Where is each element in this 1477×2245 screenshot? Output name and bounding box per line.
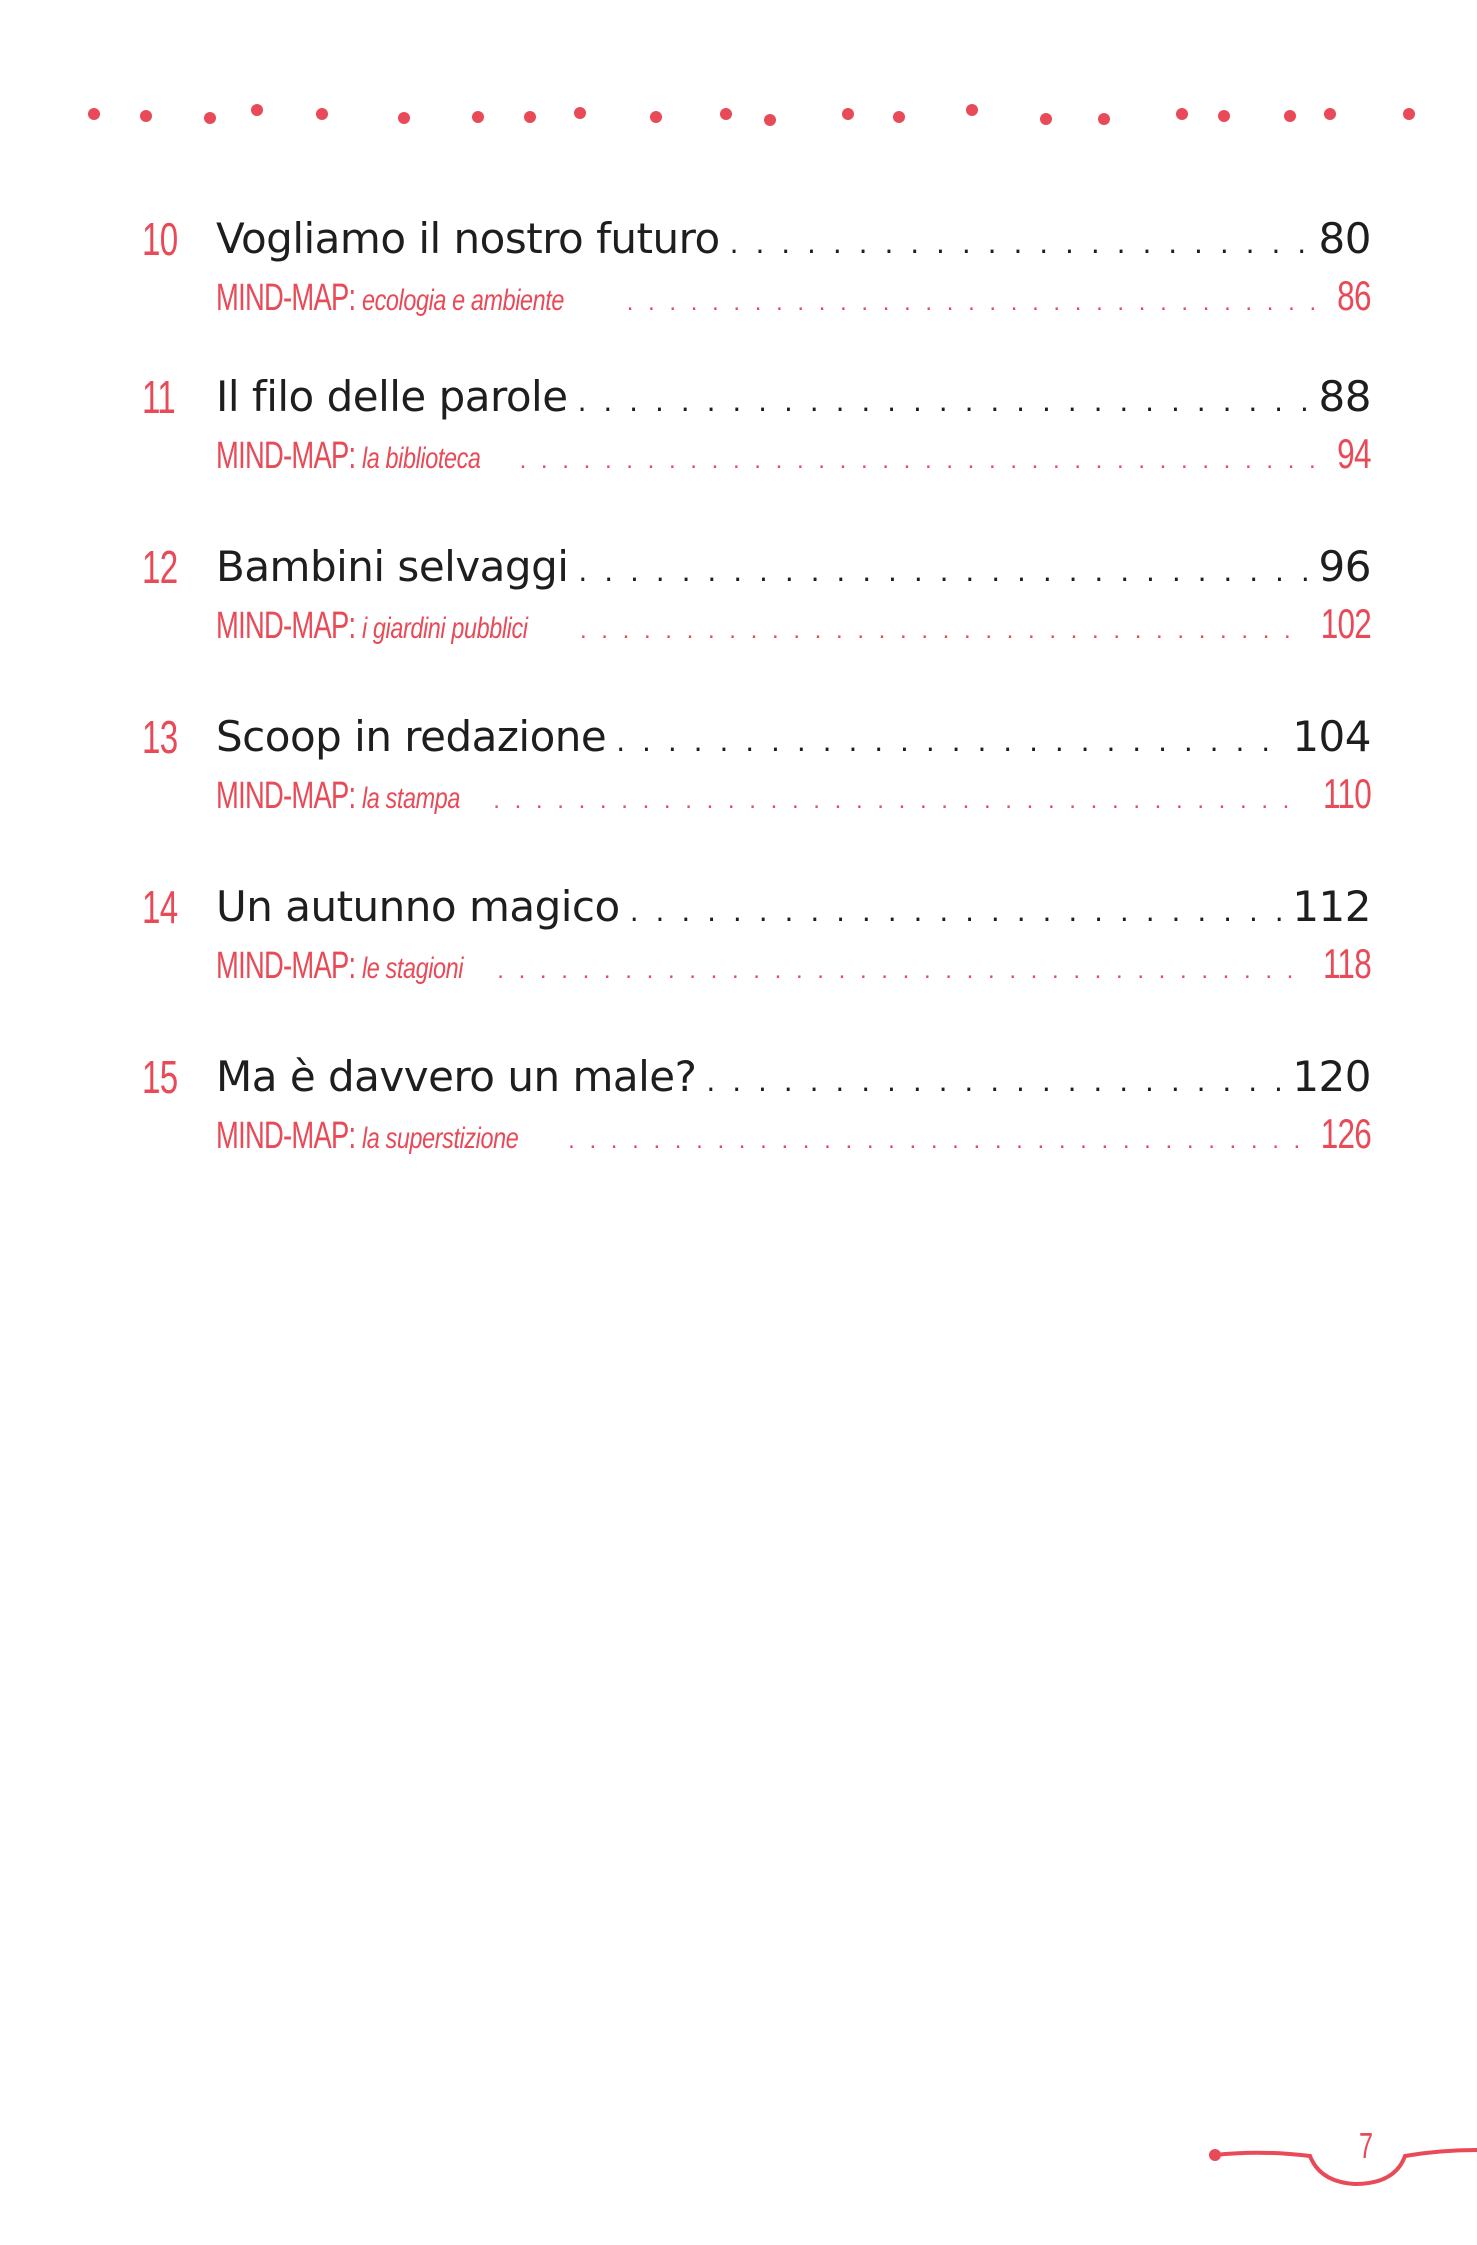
mindmap-page: 110 xyxy=(1323,770,1371,817)
decorative-dot xyxy=(524,111,536,123)
mindmap-topic: ecologia e ambiente xyxy=(361,284,564,317)
mindmap-line[interactable] xyxy=(216,1110,1371,1158)
mindmap-topic: i giardini pubblici xyxy=(361,612,528,645)
toc-entry xyxy=(0,710,1477,840)
mindmap-prefix: MIND-MAP: xyxy=(216,435,356,477)
decorative-dot xyxy=(1218,110,1230,122)
chapter-number: 12 xyxy=(142,541,178,593)
chapter-number: 13 xyxy=(142,711,178,763)
mindmap-title xyxy=(216,605,574,648)
mindmap-prefix: MIND-MAP: xyxy=(216,1115,356,1157)
chapter-page: 120 xyxy=(1292,1052,1371,1101)
decorative-dot xyxy=(398,112,410,124)
dot-leader xyxy=(578,385,1309,418)
decorative-dot xyxy=(574,107,586,119)
decorative-dot xyxy=(1176,108,1188,120)
decorative-dot-border xyxy=(0,0,1477,160)
page-number: 7 xyxy=(1359,2125,1374,2166)
mindmap-prefix: MIND-MAP: xyxy=(216,945,356,987)
decorative-dot xyxy=(1324,108,1336,120)
dot-leader xyxy=(706,1065,1282,1098)
decorative-dot xyxy=(1040,113,1052,125)
dot-leader xyxy=(520,447,1321,475)
chapter-number: 10 xyxy=(142,213,178,265)
toc-entry xyxy=(0,1050,1477,1180)
dot-leader xyxy=(730,227,1309,260)
dot-leader xyxy=(578,555,1308,588)
decorative-dot xyxy=(88,108,100,120)
mindmap-title xyxy=(216,775,487,818)
toc-entry xyxy=(0,212,1477,342)
dot-leader xyxy=(630,895,1283,928)
mindmap-line[interactable] xyxy=(216,600,1371,648)
mindmap-title xyxy=(216,1115,562,1158)
chapter-number: 11 xyxy=(142,371,175,423)
mindmap-line[interactable] xyxy=(216,272,1371,320)
mindmap-topic: la superstizione xyxy=(361,1122,519,1155)
decorative-dot xyxy=(251,104,263,116)
toc-entry xyxy=(0,540,1477,670)
mindmap-page: 102 xyxy=(1320,600,1371,647)
chapter-line[interactable] xyxy=(216,712,1371,761)
mindmap-line[interactable] xyxy=(216,770,1371,818)
chapter-title: Un autunno magico xyxy=(216,882,620,931)
mindmap-prefix: MIND-MAP: xyxy=(216,775,356,817)
mindmap-page: 94 xyxy=(1337,430,1371,477)
decorative-dot xyxy=(1098,113,1110,125)
chapter-line[interactable] xyxy=(216,882,1371,931)
chapter-page: 112 xyxy=(1292,882,1371,931)
dot-leader xyxy=(616,725,1282,758)
dot-leader xyxy=(580,617,1298,645)
chapter-title: Scoop in redazione xyxy=(216,712,607,761)
toc-entry xyxy=(0,370,1477,500)
mindmap-title xyxy=(216,945,491,988)
mindmap-topic: le stagioni xyxy=(361,952,463,985)
mindmap-page: 86 xyxy=(1337,272,1371,319)
decorative-dot xyxy=(1403,108,1415,120)
chapter-page: 88 xyxy=(1318,372,1371,421)
decorative-dot xyxy=(1284,110,1296,122)
decorative-dot xyxy=(316,108,328,120)
mindmap-page: 118 xyxy=(1323,940,1371,987)
decorative-dot xyxy=(650,111,662,123)
mindmap-title xyxy=(216,435,514,478)
mindmap-prefix: MIND-MAP: xyxy=(216,277,356,319)
chapter-title: Vogliamo il nostro futuro xyxy=(216,214,720,263)
decorative-dot xyxy=(472,111,484,123)
decorative-dot xyxy=(140,110,152,122)
mindmap-page: 126 xyxy=(1320,1110,1371,1157)
chapter-line[interactable] xyxy=(216,542,1371,591)
footer-wave-decoration xyxy=(1200,2140,1477,2220)
mindmap-topic: la stampa xyxy=(361,782,460,815)
decorative-dot xyxy=(966,104,978,116)
chapter-line[interactable] xyxy=(216,1052,1371,1101)
chapter-title: Il filo delle parole xyxy=(216,372,568,421)
decorative-dot xyxy=(893,111,905,123)
toc-entry xyxy=(0,880,1477,1010)
chapter-number: 15 xyxy=(142,1051,178,1103)
chapter-line[interactable] xyxy=(216,372,1371,421)
dot-leader xyxy=(493,787,1301,815)
chapter-title: Ma è davvero un male? xyxy=(216,1052,697,1101)
decorative-dot xyxy=(204,112,216,124)
decorative-dot xyxy=(842,108,854,120)
chapter-number: 14 xyxy=(142,881,178,933)
mindmap-line[interactable] xyxy=(216,940,1371,988)
mindmap-prefix: MIND-MAP: xyxy=(216,605,356,647)
mindmap-line[interactable] xyxy=(216,430,1371,478)
chapter-page: 80 xyxy=(1318,214,1371,263)
mindmap-topic: la biblioteca xyxy=(361,442,481,475)
chapter-line[interactable] xyxy=(216,214,1371,263)
chapter-page: 104 xyxy=(1292,712,1371,761)
chapter-page: 96 xyxy=(1318,542,1371,591)
mindmap-title xyxy=(216,277,621,320)
dot-leader xyxy=(497,957,1301,985)
decorative-dot xyxy=(764,114,776,126)
dot-leader xyxy=(568,1127,1298,1155)
chapter-title: Bambini selvaggi xyxy=(216,542,569,591)
decorative-dot xyxy=(720,108,732,120)
dot-leader xyxy=(627,289,1321,317)
